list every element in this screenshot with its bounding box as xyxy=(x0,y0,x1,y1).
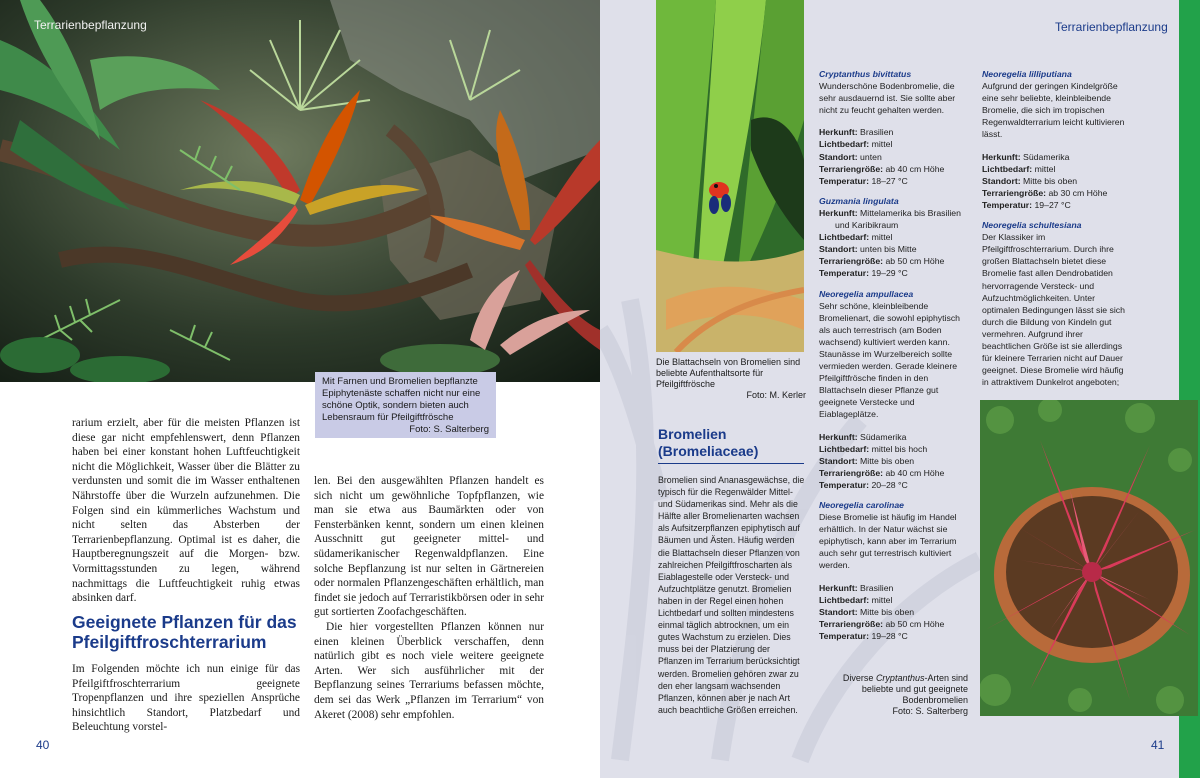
running-head-right: Terrarienbepflanzung xyxy=(1055,20,1168,34)
running-head: Terrarienbepflanzung xyxy=(34,18,147,32)
body-text-col2: len. Bei den ausgewählten Pflanzen handelt es sich nicht um gewöhnliche Topfpflanzen, wie man sie etwa aus Baumärkten oder von Fensterbänken kennt, sondern um einen kleinen Ausschnitt gut geeigneter mittel- und südamerikanischer Regenwaldpflanzen. Eine solche Bepflanzung ist nur selten in Gärtnereien oder normalen Pflanzengeschäften erhältlich, man findet sie jedoch auf Terraristikbörsen oder in sehr gut sortierten Zoofachgeschäften. Die hier vorgestellten Pflanzen können nur einen kleinen Überblick verschaffen, denn natürlich gibt es noch viele weitere geeignete Arten. Wer sich ausführlicher mit der Bepflanzung seines Terrariums befassen möchte, dem sei das Werk „Pflanzen im Terrarium“ von Akeret (2008) sehr empfohlen. xyxy=(314,475,544,721)
plant-name: Neoregelia lilliputiana xyxy=(982,69,1072,79)
cryptanthus-photo xyxy=(980,400,1198,716)
frog-photo-caption: Die Blattachseln von Bromelien sind beliebte Aufenthaltsorte für Pfeilgiftfrösche Foto: M. Kerler xyxy=(656,357,806,400)
plant-desc: Der Klassiker im Pfeilgiftfroschterrarium. Durch ihre großen Blattachseln bietet diese Bromelie fast allen Dendrobatiden hervorragende Versteck- und Aufzuchtmöglichkeiten. Unter optimalen Bedingungen lässt sie sich durch die Bildung von Kindeln gut vermehren. Aufgrund ihrer beachtlichen Größe ist sie allerdings für kleinere Terrarien nicht auf Dauer geeignet. Diese Bromelie wird häufig in attraktivem Dunkelrot angeboten; xyxy=(982,232,1125,388)
body-text-col1-para1: rarium erzielt, aber für die meisten Pflanzen ist diese gar nicht empfehlenswert, denn Pflanzen haben bei einer konstant hohen Luftfeuchtigkeit nicht die Möglichkeit, Wasser über die Blätter zu verdunsten und somit die im Wasser enthaltenen Nährstoffe über die Wurzeln aufzunehmen. Die Folgen sind ein kümmerliches Wachstum und nicht selten das Absterben der Terrarienbepflanzung. Optimal ist es daher, die Hauptberegnungszeit auf die Morgen- bzw. Vormittagsstunden zu legen, während nachmittags die Luftfeuchtigkeit ruhig etwas absinken darf. xyxy=(72,417,300,605)
plant-desc: Diese Bromelie ist häufig im Handel erhältlich. In der Natur wächst sie epiphytisch, kann aber im Terrarium auch sehr gut terrestrisch kultiviert werden. xyxy=(819,512,957,571)
frog-photo xyxy=(656,0,804,352)
plant-name: Neoregelia carolinae xyxy=(819,500,904,510)
page-number-right: 41 xyxy=(1151,738,1165,752)
photo-credit: Foto: S. Salterberg xyxy=(409,424,489,435)
bromelien-text: Bromelien sind Ananasgewächse, die typisch für die Regenwälder Mittel- und Südamerikas sind. Mehr als die Hälfte aller Bromelienarten wachsen als Aufsitzerpflanzen epiphytisch auf Bäumen und Ästen. Häufig werden die Blattachseln dieser Pflanzen von zahlreichen Pfeilgiftfroscharten als Eiablagestelle oder Versteck- und Aufzuchtplätze genutzt. Bromelien haben in der Regel einen hohen Lichtbedarf und sollten mindestens einmal täglich abtrocknen, um ein gutes Wachstum zu erzielen. Dies muss bei der Platzierung der Pflanzen im Terrarium berücksichtigt werden. Bromelien gehören zwar zu den eher langsam wachsenden Pflanzen, können aber je nach Art auch beachtliche Größen erreichen. xyxy=(658,475,805,715)
cryptanthus-caption: Diverse Cryptanthus-Arten sind beliebte und gut geeignete Bodenbromelien Foto: S. Salterberg xyxy=(820,673,968,717)
plant-desc: Wunderschöne Bodenbromelie, die sehr ausdauernd ist. Sie sollte aber nicht zu feucht gehalten werden. xyxy=(819,81,956,116)
photo-caption xyxy=(315,372,496,438)
cryptanthus-credit: Foto: S. Salterberg xyxy=(892,706,968,716)
plant-desc: Aufgrund der geringen Kindelgröße eine sehr beliebte, kleinbleibende Bromelie, die sich im tropischen Regenwaldterrarium leicht kultivieren lässt. xyxy=(982,81,1125,140)
plant-list-col1: Cryptanthus bivittatus Wunderschöne Bodenbromelie, die sehr ausdauernd ist. Sie sollte aber nicht zu feucht gehalten werden. Herkunft: Brasilien Lichtbedarf: mittel Standort: unten Terrariengröße: ab 40 cm Höhe Temperatur: 18–27 °C Guzmania lingulata Herkunft: Mittelamerika bis Brasilien und Karibikraum Lichtbedarf: mittel Standort: unten bis Mitte Terrariengröße: ab 50 cm Höhe Temperatur: 19–29 °C Neoregelia ampullacea Sehr schöne, kleinbleibende Bromelienart, die sowohl epiphytisch als auch terrestrisch (am Boden wachsend) kultiviert werden kann. Staunässe im Wurzelbereich sollte vermieden werden. Gerade kleinere Pfeilgiftfrösche finden in den Blattachseln dieser Pflanze gut geeignete Verstecke und Eiablageplätze. Herkunft: Südamerika Lichtbedarf: mittel bis hoch Standort: Mitte bis oben Terrariengröße: ab 40 cm Höhe Temperatur: 20–28 °C Neoregelia carolinae Diese Bromelie ist häufig im Handel erhältlich. In der Natur wächst sie epiphytisch, kann aber im Terrarium auch sehr gut terrestrisch kultiviert werden. Herkunft: Brasilien Lichtbedarf: mittel Standort: Mitte bis oben Terrariengröße: ab 50 cm Höhe Temperatur: 19–28 °C xyxy=(819,68,969,642)
page-number-left: 40 xyxy=(36,738,50,752)
plant-name: Neoregelia ampullacea xyxy=(819,288,914,299)
body-text-col1-para2: Im Folgenden möchte ich nun einige für das Pfeilgiftfroschterrarium geeignete Tropenpflanzen und ihre speziellen Ansprüche hinsichtlich Standort, Platzbedarf und Beleuchtung vorstel- xyxy=(72,663,300,734)
terrarium-photo xyxy=(0,0,600,382)
bromelien-heading: Bromelien (Bromeliaceae) xyxy=(658,426,804,464)
plant-name: Guzmania lingulata xyxy=(819,195,899,206)
frog-photo-credit: Foto: M. Kerler xyxy=(746,390,806,400)
caption-text: Mit Farnen und Bromelien bepflanzte Epiphytenäste schaffen nicht nur eine schöne Optik, sondern bieten auch Lebensraum für Pfeilgiftfrösche xyxy=(322,376,481,423)
plant-name: Neoregelia schultesiana xyxy=(982,220,1082,231)
plant-name: Cryptanthus bivittatus xyxy=(819,69,912,79)
plant-list-col2: Neoregelia lilliputiana Aufgrund der geringen Kindelgröße eine sehr beliebte, kleinbleibende Bromelie, die sich im tropischen Regenwaldterrarium leicht kultivieren lässt. Herkunft: Südamerika Lichtbedarf: mittel Standort: Mitte bis oben Terrariengröße: ab 30 cm Höhe Temperatur: 19–27 °C Neoregelia schultesiana Der Klassiker im Pfeilgiftfroschterrarium. Durch ihre großen Blattachseln bietet diese Bromelie fast allen Dendrobatiden hervorragende Versteck- und Aufzuchtmöglichkeiten. Unter optimalen Bedingungen lässt sie sich durch die Bildung von Kindeln gut vermehren. Aufgrund ihrer beachtlichen Größe ist sie allerdings für kleinere Terrarien nicht auf Dauer geeignet. Diese Bromelie wird häufig in attraktivem Dunkelrot angeboten; xyxy=(982,68,1132,388)
plant-desc: Sehr schöne, kleinbleibende Bromelienart, die sowohl epiphytisch als auch terrestrisch (am Boden wachsend) kultiviert werden kann. Staunässe im Wurzelbereich sollte vermieden werden. Gerade kleinere Pfeilgiftfrösche finden in den Blattachseln dieser Pflanze gut geeignete Verstecke und Eiablageplätze. xyxy=(819,300,961,420)
section-heading: Geeignete Pflanzen für das Pfeilgiftfroschterrarium xyxy=(72,612,297,652)
